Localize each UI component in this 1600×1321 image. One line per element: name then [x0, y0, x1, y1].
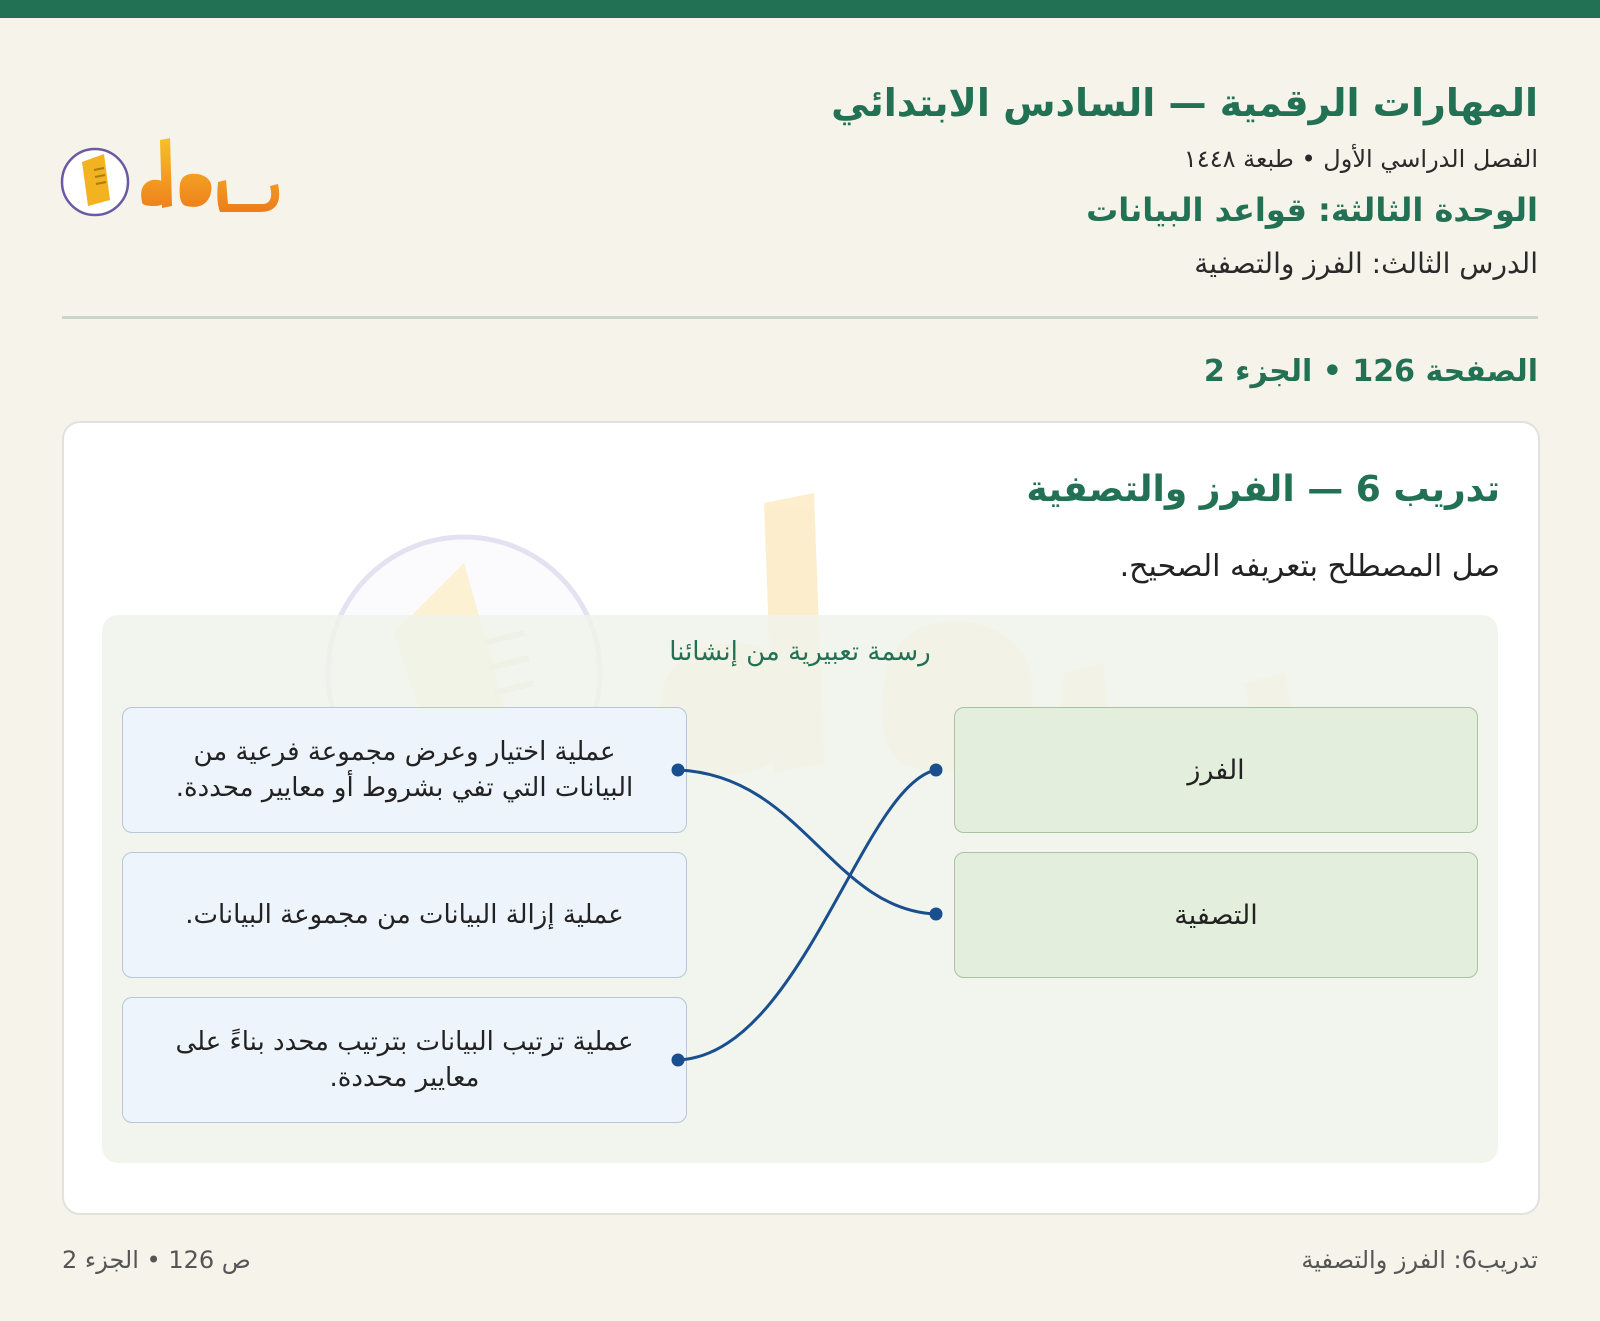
semester-label: الفصل الدراسي الأول • طبعة ١٤٤٨	[1183, 145, 1538, 173]
matching-diagram	[102, 615, 1498, 1163]
hulul-logo	[60, 132, 280, 224]
connector-sorting	[678, 770, 936, 1060]
footer-page-text: ص 126 • الجزء 2	[62, 1246, 251, 1274]
term-box-filtering: التصفية	[954, 852, 1478, 978]
exercise-instruction: صل المصطلح بتعريفه الصحيح.	[1119, 549, 1500, 584]
header-divider	[62, 316, 1538, 319]
exercise-title: تدريب 6 — الفرز والتصفية	[1026, 469, 1500, 510]
definition-box-sorting: عملية ترتيب البيانات بترتيب محدد بناءً على معايير محددة.	[122, 997, 687, 1123]
lesson-title: الدرس الثالث: الفرز والتصفية	[1194, 247, 1538, 280]
logo-wordmark	[141, 138, 279, 212]
top-accent-bar	[0, 0, 1600, 18]
book-title: المهارات الرقمية — السادس الابتدائي	[831, 81, 1538, 125]
connector-dot	[930, 908, 943, 921]
footer-page-label	[62, 1244, 662, 1276]
diagram-caption: رسمة تعبيرية من إنشائنا	[669, 637, 931, 667]
connector-filtering	[678, 770, 936, 914]
footer-exercise-label: تدريب6: الفرز والتصفية	[1301, 1246, 1538, 1274]
connector-dot	[930, 764, 943, 777]
definition-box-removal: عملية إزالة البيانات من مجموعة البيانات.	[122, 852, 687, 978]
term-box-sorting: الفرز	[954, 707, 1478, 833]
unit-title: الوحدة الثالثة: قواعد البيانات	[1086, 191, 1538, 229]
definition-box-filtering: عملية اختيار وعرض مجموعة فرعية من البيانات التي تفي بشروط أو معايير محددة.	[122, 707, 687, 833]
exercise-card	[62, 421, 1540, 1215]
page-reference: الصفحة 126 • الجزء 2	[1203, 354, 1538, 389]
